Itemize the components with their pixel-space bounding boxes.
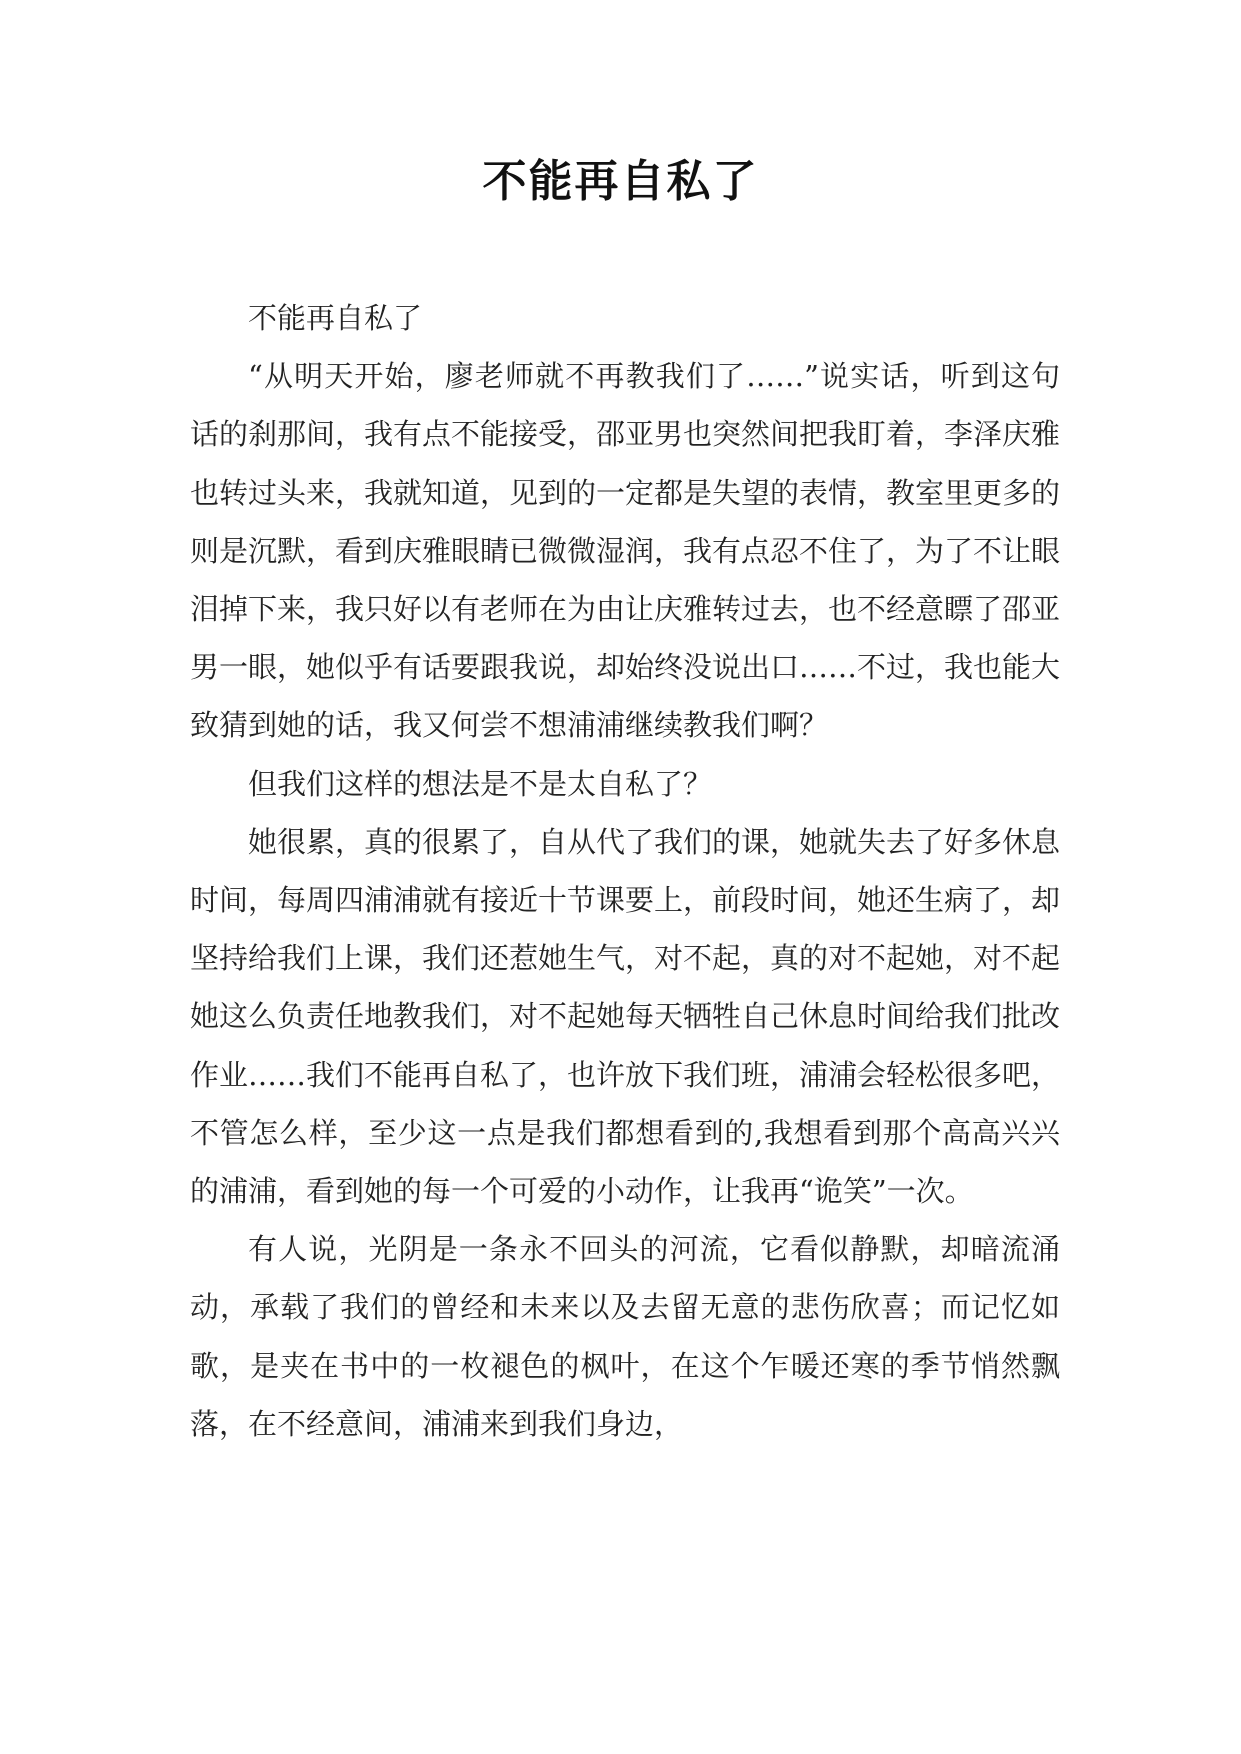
paragraph: 不能再自私了 <box>248 301 423 335</box>
paragraph: 有人说，光阴是一条永不回头的河流，它看似静默，却暗流涌动，承载了我们的曾经和未来以及去留无意的悲伤欣喜；而记忆如歌，是夹在书中的一枚褪色的枫叶，在这个乍暖还寒的季节悄然飘落，在不经意间，浦浦来到我们身边， <box>190 1232 1060 1441</box>
paragraph: 她很累，真的很累了，自从代了我们的课，她就失去了好多休息时间，每周四浦浦就有接近十节课要上，前段时间，她还生病了，却坚持给我们上课，我们还惹她生气，对不起，真的对不起她，对不起她这么负责任地教我们，对不起她每天牺牲自己休息时间给我们批改作业……我们不能再自私了，也许放下我们班，浦浦会轻松很多吧，不管怎么样，至少这一点是我们都想看到的,我想看到那个高高兴兴的浦浦，看到她的每一个可爱的小动作，让我再“诡笑”一次。 <box>190 824 1061 1209</box>
paragraph: “从明天开始，廖老师就不再教我们了……”说实话，听到这句话的刹那间，我有点不能接受，邵亚男也突然间把我盯着，李泽庆雅也转过头来，我就知道，见到的一定都是失望的表情，教室里更多的则是沉默，看到庆雅眼睛已微微湿润，我有点忍不住了，为了不让眼泪掉下来，我只好以有老师在为由让庆雅转过去，也不经意瞟了邵亚男一眼，她似乎有话要跟我说，却始终没说出口……不过，我也能大致猜到她的话，我又何尝不想浦浦继续教我们啊？ <box>190 359 1061 743</box>
document-title: 不能再自私了 <box>482 156 759 207</box>
document-body <box>190 289 1060 1453</box>
paragraph: 但我们这样的想法是不是太自私了？ <box>248 766 713 801</box>
